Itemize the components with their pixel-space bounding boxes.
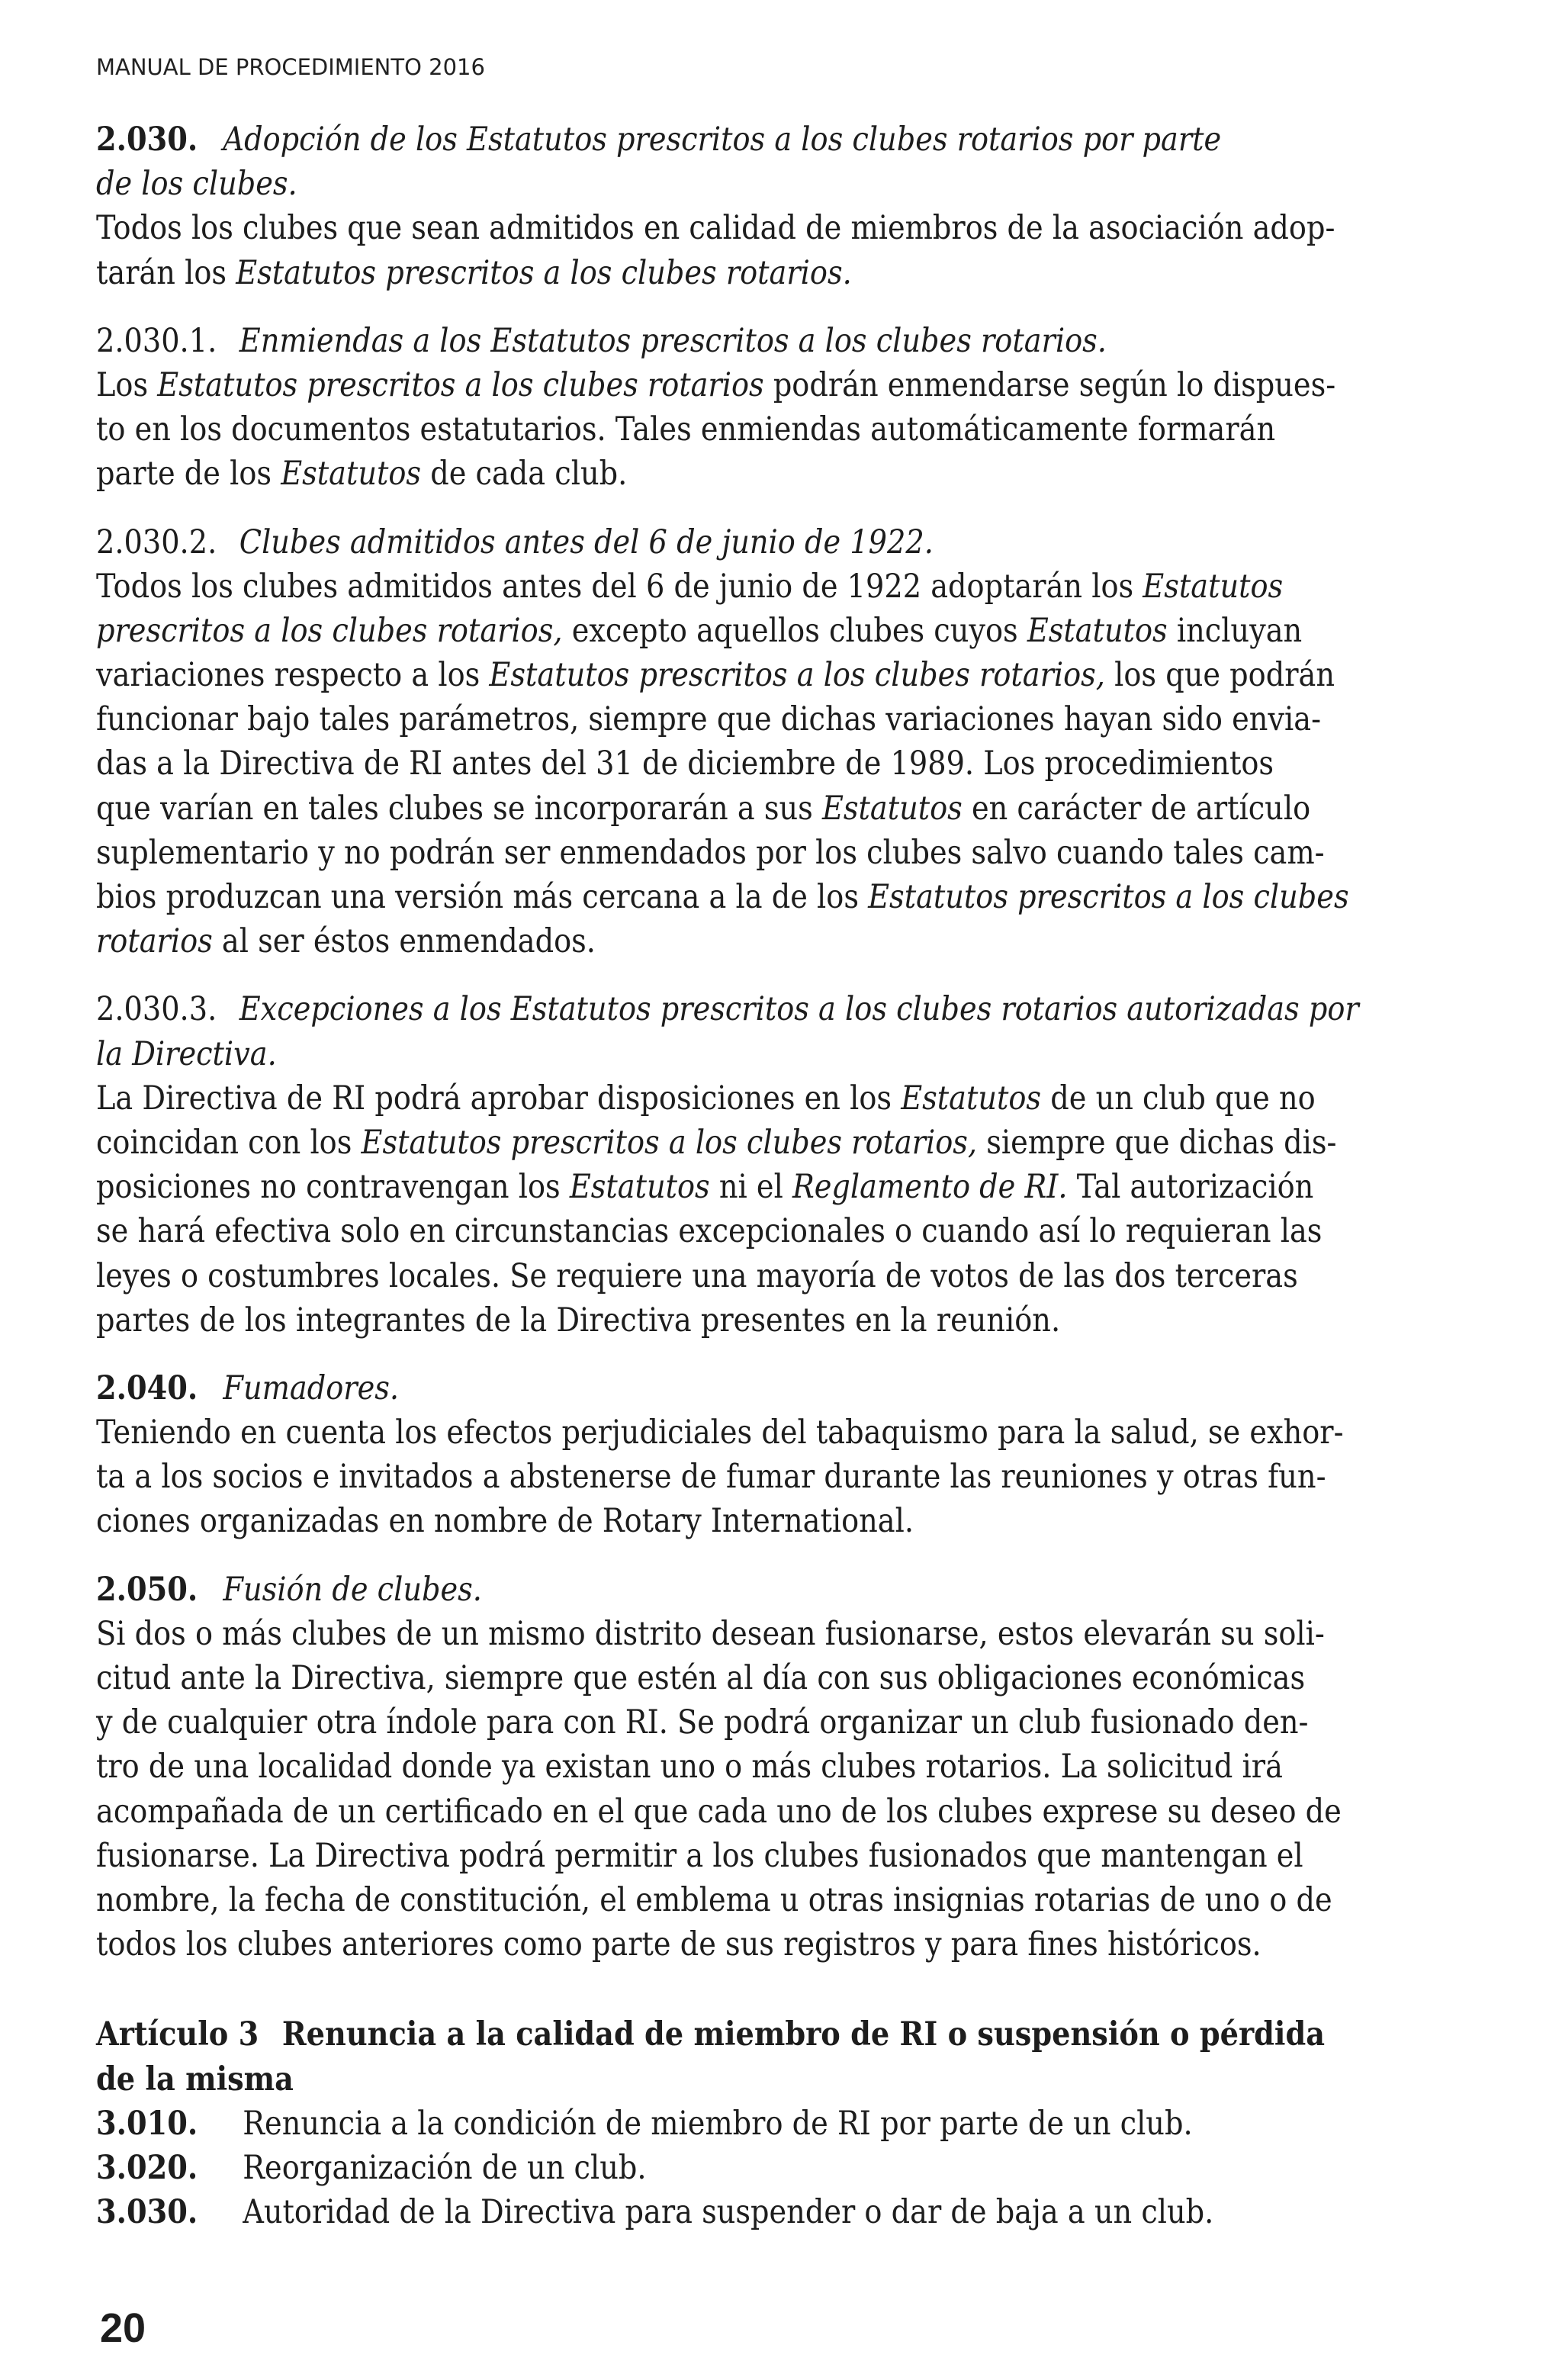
text-line [96, 1410, 1454, 1455]
text-line [96, 1032, 1454, 1076]
body-text: los que podrán [1104, 656, 1335, 695]
italic-text: prescritos a los clubes rotarios, [96, 611, 563, 650]
text-line [96, 1834, 1454, 1878]
body-text: to en los documentos estatutarios. Tales enmiendas automáticamente formarán [96, 410, 1276, 449]
bold-heading-text: Renuncia a la calidad de miembro de RI o suspensión o pérdida [281, 2015, 1326, 2054]
text-line [96, 919, 1454, 963]
body-text: Tal autorización [1067, 1168, 1314, 1207]
text-line [96, 452, 1454, 496]
italic-text: Estatutos prescritos a los clubes rotarios, [361, 1123, 978, 1162]
body-text: Los [96, 365, 158, 404]
section-number: 2.050. [96, 1570, 198, 1609]
text-line [96, 1455, 1454, 1499]
body-text: funcionar bajo tales parámetros, siempre que dichas variaciones hayan sido envia- [96, 700, 1322, 739]
text-line [96, 609, 1454, 653]
body-text: incluyan [1167, 611, 1303, 650]
item-title: Renuncia a la condición de miembro de RI por parte de un club. [243, 2104, 1193, 2143]
italic-text: Estatutos [569, 1168, 710, 1207]
subsection-number: 2.030.2. [96, 523, 217, 561]
text-line [96, 2146, 1454, 2190]
text-line [96, 1499, 1454, 1543]
body-text: citud ante la Directiva, siempre que estén al día con sus obligaciones económicas [96, 1659, 1306, 1697]
italic-text: Fusión de clubes. [223, 1570, 482, 1609]
section-2-040 [96, 1366, 1454, 1544]
item-number: 3.010. [96, 2104, 198, 2143]
subsection-number: 2.030.3. [96, 990, 217, 1029]
text-line [96, 741, 1454, 786]
body-text: excepto aquellos clubes cuyos [562, 611, 1027, 650]
italic-text: Adopción de los Estatutos prescritos a los clubes rotarios por parte [223, 121, 1222, 159]
text-line [96, 2102, 1454, 2146]
body-text: y de cualquier otra índole para con RI. Se podrá organizar un club fusionado den- [96, 1703, 1309, 1742]
text-line [96, 1076, 1454, 1121]
section-number: 2.040. [96, 1368, 198, 1407]
text-line [96, 1922, 1454, 1967]
item-title: Reorganización de un club. [243, 2148, 647, 2187]
text-line [96, 564, 1454, 609]
body-text: La Directiva de RI podrá aprobar disposiciones en los [96, 1079, 902, 1118]
body-text: partes de los integrantes de la Directiva presentes en la reunión. [96, 1301, 1061, 1340]
italic-text: Estatutos [901, 1079, 1042, 1118]
body-text: siempre que dichas dis- [977, 1123, 1337, 1162]
section-2-050 [96, 1568, 1454, 1967]
italic-text: Enmiendas a los Estatutos prescritos a los clubes rotarios. [239, 321, 1107, 360]
document-body [96, 117, 1454, 2234]
body-text: de un club que no [1041, 1079, 1316, 1118]
body-text: Teniendo en cuenta los efectos perjudiciales del tabaquismo para la salud, se exhor- [96, 1414, 1344, 1452]
page-number: 20 [100, 2305, 146, 2351]
italic-text: Clubes admitidos antes del 6 de junio de 1922. [239, 523, 934, 561]
body-text: tro de una localidad donde ya existan uno o más clubes rotarios. La solicitud irá [96, 1748, 1283, 1787]
italic-text: Estatutos prescritos a los clubes rotarios, [489, 656, 1105, 695]
text-line [96, 206, 1454, 250]
text-line [96, 363, 1454, 407]
item-number: 3.030. [96, 2193, 198, 2232]
section-2-030-2 [96, 520, 1454, 964]
body-text: en carácter de artículo [962, 789, 1311, 828]
article-label: Artículo 3 [96, 2015, 259, 2054]
running-header: MANUAL DE PROCEDIMIENTO 2016 [96, 54, 485, 80]
body-text: acompañada de un certificado en el que cada uno de los clubes exprese su deseo de [96, 1792, 1342, 1831]
italic-text: Estatutos prescritos a los clubes [868, 878, 1349, 916]
body-text: que varían en tales clubes se incorporarán a sus [96, 789, 822, 828]
item-title: Autoridad de la Directiva para suspender o dar de baja a un club. [243, 2193, 1214, 2232]
italic-text: Estatutos [281, 455, 422, 494]
text-line [96, 2190, 1454, 2234]
subsection-number: 2.030.1. [96, 321, 217, 360]
section-2-030-1 [96, 319, 1454, 497]
body-text: das a la Directiva de RI antes del 31 de diciembre de 1989. Los procedimientos [96, 745, 1274, 783]
section-number: 2.030. [96, 121, 198, 159]
body-text: Todos los clubes admitidos antes del 6 de junio de 1922 adoptarán los [96, 567, 1143, 606]
body-text: fusionarse. La Directiva podrá permitir a los clubes fusionados que mantengan el [96, 1836, 1303, 1875]
body-text: podrán enmendarse según lo dispues- [763, 365, 1336, 404]
body-text: Si dos o más clubes de un mismo distrito desean fusionarse, estos elevarán su soli- [96, 1614, 1325, 1653]
body-text: Todos los clubes que sean admitidos en calidad de miembros de la asociación adop- [96, 209, 1335, 248]
text-line [96, 1568, 1454, 1612]
italic-text: la Directiva. [96, 1034, 277, 1073]
text-line [96, 831, 1454, 875]
italic-text: de los clubes. [96, 165, 297, 204]
text-line [96, 251, 1454, 295]
text-line [96, 786, 1454, 831]
text-line [96, 520, 1454, 564]
body-text: de cada club. [421, 455, 628, 494]
text-line [96, 1878, 1454, 1922]
section-2-030 [96, 117, 1454, 295]
text-line [96, 1366, 1454, 1410]
text-line [96, 1121, 1454, 1165]
body-text: coincidan con los [96, 1123, 362, 1162]
item-number: 3.020. [96, 2148, 198, 2187]
text-line [96, 1745, 1454, 1789]
text-line [96, 1209, 1454, 1253]
text-line [96, 2012, 1454, 2057]
text-line [96, 1612, 1454, 1656]
italic-text: Fumadores. [223, 1368, 400, 1407]
text-line [96, 2057, 1454, 2102]
body-text: bios produzcan una versión más cercana a la de los [96, 878, 869, 916]
italic-text: Estatutos [821, 789, 963, 828]
body-text: parte de los [96, 455, 281, 494]
italic-text: Excepciones a los Estatutos prescritos a los clubes rotarios autorizadas por [239, 990, 1359, 1029]
body-text: todos los clubes anteriores como parte de sus registros y para fines históricos. [96, 1925, 1261, 1964]
text-line [96, 319, 1454, 363]
body-text: tarán los [96, 253, 236, 292]
italic-text: rotarios [96, 922, 213, 961]
text-line [96, 1656, 1454, 1700]
italic-text: Estatutos [1027, 611, 1168, 650]
body-text: posiciones no contravengan los [96, 1168, 570, 1207]
body-text: ciones organizadas en nombre de Rotary International. [96, 1502, 914, 1541]
bold-heading-text: de la misma [96, 2060, 294, 2099]
text-line [96, 1165, 1454, 1209]
section-2-030-3 [96, 987, 1454, 1343]
text-line [96, 1254, 1454, 1298]
text-line [96, 407, 1454, 452]
body-text: al ser éstos enmendados. [212, 922, 596, 961]
italic-text: Estatutos prescritos a los clubes rotarios [157, 365, 764, 404]
text-line [96, 987, 1454, 1031]
italic-text: Estatutos [1143, 567, 1284, 606]
text-line [96, 697, 1454, 741]
text-line [96, 875, 1454, 919]
text-line [96, 1298, 1454, 1343]
text-line [96, 117, 1454, 162]
body-text: suplementario y no podrán ser enmendados por los clubes salvo cuando tales cam- [96, 833, 1325, 872]
article-3 [96, 2012, 1454, 2234]
body-text: nombre, la fecha de constitución, el emblema u otras insignias rotarias de uno o de [96, 1880, 1332, 1919]
text-line [96, 1790, 1454, 1834]
body-text: variaciones respecto a los [96, 656, 490, 695]
italic-text: Reglamento de RI. [792, 1168, 1068, 1207]
body-text: ta a los socios e invitados a abstenerse de fumar durante las reuniones y otras fun- [96, 1458, 1326, 1497]
text-line [96, 653, 1454, 697]
body-text: se hará efectiva solo en circunstancias excepcionales o cuando así lo requieran las [96, 1212, 1323, 1251]
body-text: leyes o costumbres locales. Se requiere una mayoría de votos de las dos terceras [96, 1256, 1298, 1295]
text-line [96, 1700, 1454, 1745]
italic-text: Estatutos prescritos a los clubes rotarios. [236, 253, 852, 292]
body-text: ni el [709, 1168, 792, 1207]
text-line [96, 162, 1454, 206]
